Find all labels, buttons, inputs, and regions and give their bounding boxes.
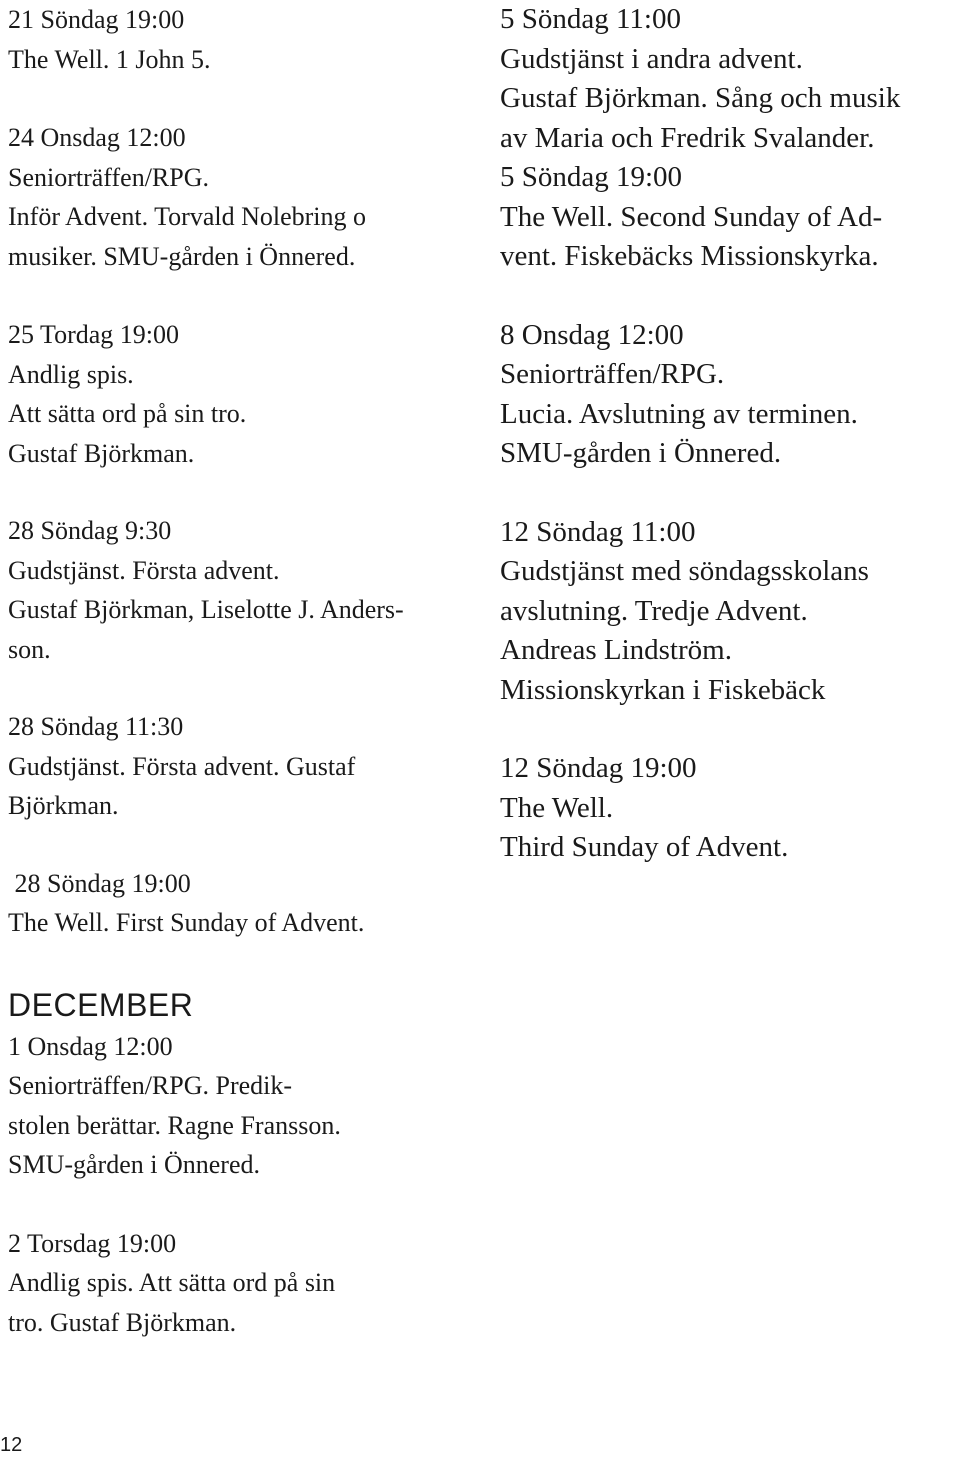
page-number: 12 <box>0 1434 23 1456</box>
event-entry <box>500 513 956 711</box>
event-line: avslutning. Tredje Advent. <box>500 594 808 627</box>
event-line: 12 Söndag 19:00 <box>500 752 697 784</box>
event-line: Gudstjänst med söndagsskolans <box>500 555 869 587</box>
event-line: vent. Fiskebäcks Missionskyrka. <box>500 240 879 272</box>
event-line: The Well. <box>500 791 614 824</box>
event-line: 1 Onsdag 12:00 <box>8 1031 173 1061</box>
event-entry <box>8 1224 478 1343</box>
event-entry <box>8 707 478 826</box>
event-line: Third Sunday of Advent. <box>500 831 789 863</box>
event-line: 5 Söndag 11:00 <box>500 3 681 35</box>
event-line: The Well. First Sunday of Advent. <box>8 908 365 937</box>
event-line: tro. Gustaf Björkman. <box>8 1307 237 1337</box>
event-line: Gudstjänst. Första advent. <box>8 555 280 585</box>
event-entry <box>8 864 478 943</box>
event-line: Lucia. Avslutning av terminen. <box>500 397 858 430</box>
event-line: 24 Onsdag 12:00 <box>8 123 186 152</box>
event-entry <box>500 0 956 277</box>
event-line: Gudstjänst. Första advent. Gustaf <box>8 751 356 781</box>
event-line: Gudstjänst i andra advent. <box>500 42 803 75</box>
event-line: Att sätta ord på sin tro. <box>8 399 247 428</box>
event-line: Inför Advent. Torvald Nolebring o <box>8 202 367 231</box>
event-line: Gustaf Björkman. <box>8 438 195 468</box>
event-line: stolen berättar. Ragne Fransson. <box>8 1110 341 1140</box>
event-line: Björkman. <box>8 791 119 820</box>
right-column <box>500 0 956 868</box>
event-line: 28 Söndag 9:30 <box>8 516 172 545</box>
event-line: Andlig spis. Att sätta ord på sin <box>8 1268 336 1297</box>
event-line: SMU-gården i Önnered. <box>8 1150 260 1179</box>
event-line: 2 Torsdag 19:00 <box>8 1228 177 1258</box>
event-line: 21 Söndag 19:00 <box>8 5 185 34</box>
event-line: Seniorträffen/RPG. Predik- <box>8 1071 293 1100</box>
event-line: SMU-gården i Önnered. <box>500 437 782 469</box>
event-entry <box>8 1027 478 1185</box>
event-entry <box>500 316 956 474</box>
event-entry <box>8 118 478 276</box>
event-line: Missionskyrkan i Fiskebäck <box>500 673 826 706</box>
event-line: 25 Tordag 19:00 <box>8 320 180 349</box>
event-line: Andlig spis. <box>8 359 134 389</box>
event-entry <box>8 511 478 669</box>
event-line: Seniorträffen/RPG. <box>500 358 725 390</box>
event-line: 28 Söndag 11:30 <box>8 712 184 741</box>
event-line: musiker. SMU-gården i Önnered. <box>8 241 356 271</box>
event-entry <box>500 749 956 868</box>
event-line: 5 Söndag 19:00 <box>500 161 683 193</box>
month-heading-december: DECEMBER <box>8 986 194 1023</box>
event-line: The Well. Second Sunday of Ad- <box>500 200 883 233</box>
event-line: Seniorträffen/RPG. <box>8 162 209 192</box>
left-column <box>8 0 478 1342</box>
event-line: son. <box>8 634 51 664</box>
event-entry <box>8 0 478 79</box>
event-line: av Maria och Fredrik Svalander. <box>500 121 875 154</box>
event-line: Andreas Lindström. <box>500 634 732 666</box>
event-line: Gustaf Björkman. Sång och musik <box>500 82 901 114</box>
event-line: 12 Söndag 11:00 <box>500 515 696 548</box>
event-line: 8 Onsdag 12:00 <box>500 318 684 351</box>
event-entry <box>8 315 478 473</box>
event-line: The Well. 1 John 5. <box>8 44 211 74</box>
event-line: 28 Söndag 19:00 <box>8 868 191 898</box>
event-line: Gustaf Björkman, Liselotte J. Anders- <box>8 595 404 624</box>
